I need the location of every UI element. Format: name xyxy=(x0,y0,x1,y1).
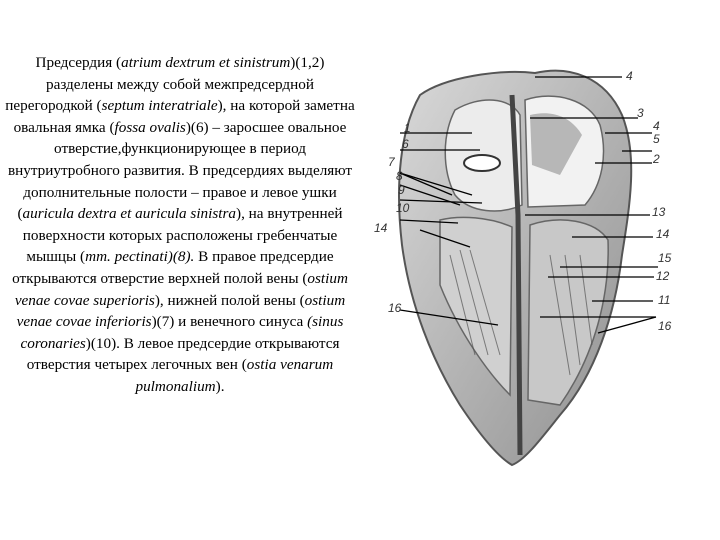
text-run: ). xyxy=(215,377,225,395)
text-run: )(7) и венечного синуса xyxy=(151,313,308,331)
label-16-right: 16 xyxy=(658,319,672,333)
label-14-right: 14 xyxy=(656,227,670,241)
label-2: 2 xyxy=(653,152,660,166)
label-4-right: 4 xyxy=(653,119,660,133)
latin-term: septum interatriale xyxy=(101,97,218,115)
label-11: 11 xyxy=(658,293,671,307)
label-10: 10 xyxy=(396,201,410,215)
label-3: 3 xyxy=(637,106,644,120)
text-run: В правое предсердие открываются отверстие верхней полой вены ( xyxy=(12,248,334,287)
heart-section-figure xyxy=(360,55,720,475)
label-5: 5 xyxy=(653,132,660,146)
text-run: )(10). В левое предсердие открываются отверстия четырех легочных вен ( xyxy=(26,334,340,374)
text-run: Предсердия ( xyxy=(35,54,122,71)
label-16-left: 16 xyxy=(388,301,402,315)
label-12: 12 xyxy=(656,269,670,283)
label-8: 8 xyxy=(396,169,403,183)
text-run: )(6) – заросшее овальное отверстие,функционирующее в период внутриутробного развития. В предсердиях выделяют дополнительные полости – правое и левое ушки ( xyxy=(7,118,353,223)
label-9: 9 xyxy=(398,183,405,197)
latin-term: auricula dextra et auricula sinistra xyxy=(22,205,237,223)
latin-term: mm. pectinati)(8). xyxy=(85,248,195,266)
label-7: 7 xyxy=(388,155,395,169)
label-15: 15 xyxy=(658,251,672,265)
latin-term: ostium venae covae inferioris xyxy=(16,291,346,331)
text-run: ), на внутренней поверхности которых расположены гребенчатые мышцы ( xyxy=(22,205,343,266)
latin-term: fossa ovalis xyxy=(114,118,186,136)
label-4-top: 4 xyxy=(626,69,633,83)
latin-term: ostium venae covae superioris xyxy=(14,269,348,309)
description-text xyxy=(4,52,356,398)
paragraph xyxy=(4,52,356,398)
latin-term: (sinus coronaries xyxy=(20,313,344,352)
text-run: ), нижней полой вены ( xyxy=(154,291,305,309)
left-ventricle xyxy=(528,220,608,405)
label-6: 6 xyxy=(402,137,409,151)
label-13: 13 xyxy=(652,205,666,219)
latin-term: ostia venarum pulmonalium xyxy=(135,356,334,395)
label-1: 1 xyxy=(404,121,411,135)
text-run: ), на которой заметна овальная ямка ( xyxy=(13,97,355,136)
heart-illustration xyxy=(360,55,720,475)
text-run: )(1,2) разделены между собой межпредсердной перегородкой ( xyxy=(5,54,325,115)
latin-term: atrium dextrum et sinistrum xyxy=(121,54,291,71)
label-14-left: 14 xyxy=(374,221,388,235)
fossa-ovalis xyxy=(464,155,500,171)
